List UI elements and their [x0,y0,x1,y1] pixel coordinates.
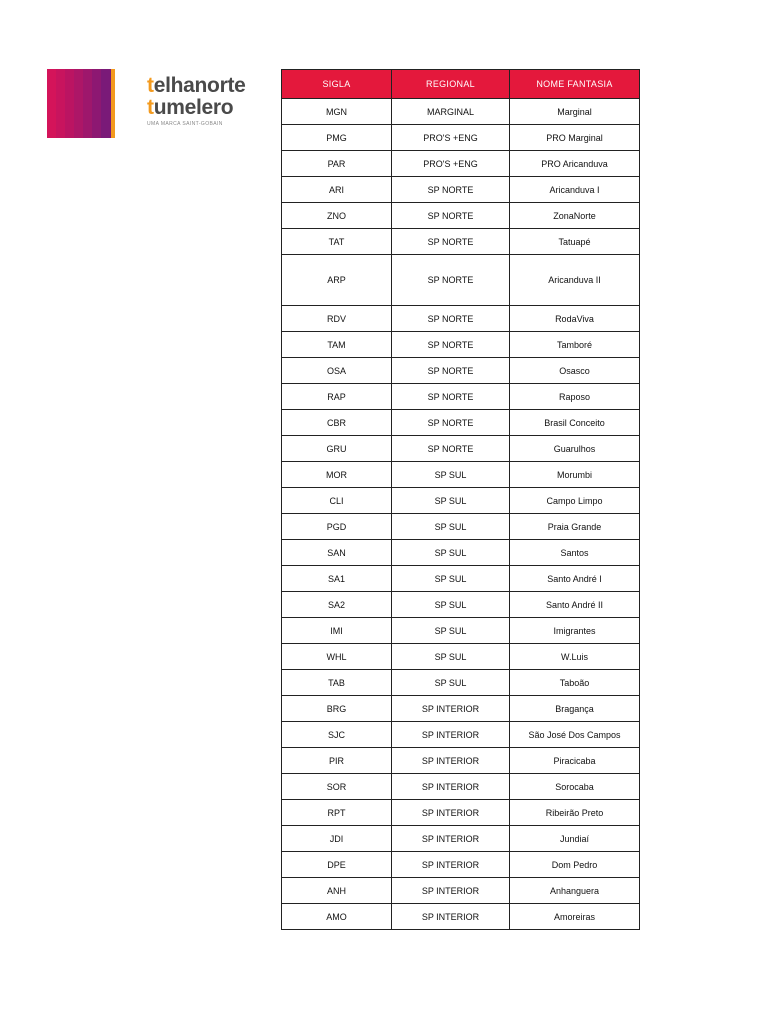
brand-logo [47,69,262,138]
table-row [282,436,640,462]
sigla-cell: PMG [282,125,392,151]
table-row [282,774,640,800]
header-sigla: SIGLA [282,70,392,99]
table-row [282,462,640,488]
regional-cell: SP SUL [392,644,510,670]
nome-fantasia-cell: Santo André II [510,592,640,618]
table-row [282,696,640,722]
nome-fantasia-cell: Sorocaba [510,774,640,800]
table-row [282,229,640,255]
nome-fantasia-cell: Praia Grande [510,514,640,540]
nome-fantasia-cell: W.Luis [510,644,640,670]
nome-fantasia-cell: Dom Pedro [510,852,640,878]
table-row [282,332,640,358]
table-row [282,800,640,826]
nome-fantasia-cell: Tamboré [510,332,640,358]
regional-cell: SP INTERIOR [392,696,510,722]
sigla-cell: CBR [282,410,392,436]
sigla-cell: ARP [282,255,392,306]
sigla-cell: DPE [282,852,392,878]
nome-fantasia-cell: Aricanduva II [510,255,640,306]
sigla-cell: RDV [282,306,392,332]
table-row [282,358,640,384]
sigla-cell: ARI [282,177,392,203]
header-regional: REGIONAL [392,70,510,99]
regional-cell: SP INTERIOR [392,878,510,904]
regional-cell: SP SUL [392,618,510,644]
nome-fantasia-cell: Campo Limpo [510,488,640,514]
logo-stripe [92,69,101,138]
regional-cell: SP SUL [392,670,510,696]
table-row [282,306,640,332]
regional-cell: SP NORTE [392,255,510,306]
table-row [282,592,640,618]
logo-tumelero: tumelero [147,96,234,119]
sigla-cell: GRU [282,436,392,462]
regional-cell: SP INTERIOR [392,748,510,774]
table-row [282,618,640,644]
table-row [282,514,640,540]
logo-stripe [56,69,65,138]
logo-telhanorte: telhanorte [147,74,246,97]
sigla-cell: WHL [282,644,392,670]
sigla-cell: SJC [282,722,392,748]
table-row [282,203,640,229]
sigla-cell: BRG [282,696,392,722]
sigla-cell: PIR [282,748,392,774]
regional-cell: SP INTERIOR [392,852,510,878]
nome-fantasia-cell: Piracicaba [510,748,640,774]
nome-fantasia-cell: Imigrantes [510,618,640,644]
nome-fantasia-cell: Bragança [510,696,640,722]
regional-cell: SP NORTE [392,332,510,358]
sigla-cell: JDI [282,826,392,852]
table-row [282,566,640,592]
regional-cell: SP NORTE [392,203,510,229]
table-row [282,255,640,306]
sigla-cell: TAB [282,670,392,696]
regional-cell: SP SUL [392,566,510,592]
header-nome-fantasia: NOME FANTASIA [510,70,640,99]
sigla-cell: MGN [282,99,392,125]
logo-stripes [47,69,125,138]
table-row [282,177,640,203]
logo-stripe [47,69,56,138]
nome-fantasia-cell: PRO Marginal [510,125,640,151]
regional-cell: SP INTERIOR [392,826,510,852]
regional-cell: SP SUL [392,488,510,514]
table-row [282,670,640,696]
logo-stripe [83,69,92,138]
regional-cell: MARGINAL [392,99,510,125]
nome-fantasia-cell: Morumbi [510,462,640,488]
regional-cell: SP INTERIOR [392,800,510,826]
nome-fantasia-cell: Anhanguera [510,878,640,904]
nome-fantasia-cell: Marginal [510,99,640,125]
regional-cell: SP SUL [392,540,510,566]
nome-fantasia-cell: São José Dos Campos [510,722,640,748]
sigla-cell: ZNO [282,203,392,229]
regional-cell: SP INTERIOR [392,722,510,748]
sigla-cell: RPT [282,800,392,826]
nome-fantasia-cell: Ribeirão Preto [510,800,640,826]
table-row [282,722,640,748]
logo-stripe [65,69,74,138]
nome-fantasia-cell: ZonaNorte [510,203,640,229]
regional-cell: SP NORTE [392,410,510,436]
table-header-row [282,70,640,99]
logo-wordmark [147,75,246,127]
nome-fantasia-cell: PRO Aricanduva [510,151,640,177]
nome-fantasia-cell: Taboão [510,670,640,696]
stores-table [281,69,640,930]
regional-cell: SP SUL [392,462,510,488]
table-row [282,644,640,670]
nome-fantasia-cell: RodaViva [510,306,640,332]
sigla-cell: RAP [282,384,392,410]
regional-cell: SP NORTE [392,436,510,462]
nome-fantasia-cell: Osasco [510,358,640,384]
sigla-cell: SA1 [282,566,392,592]
nome-fantasia-cell: Brasil Conceito [510,410,640,436]
regional-cell: SP NORTE [392,306,510,332]
sigla-cell: PAR [282,151,392,177]
sigla-cell: TAM [282,332,392,358]
regional-cell: PRO'S +ENG [392,125,510,151]
table-row [282,151,640,177]
sigla-cell: OSA [282,358,392,384]
table-row [282,748,640,774]
logo-stripe [101,69,111,138]
table-row [282,488,640,514]
nome-fantasia-cell: Santos [510,540,640,566]
nome-fantasia-cell: Aricanduva I [510,177,640,203]
regional-cell: SP INTERIOR [392,774,510,800]
nome-fantasia-cell: Amoreiras [510,904,640,930]
logo-tagline: UMA MARCA SAINT-GOBAIN [147,121,223,127]
table-row [282,878,640,904]
logo-stripe [74,69,83,138]
nome-fantasia-cell: Guarulhos [510,436,640,462]
regional-cell: SP NORTE [392,384,510,410]
table-row [282,99,640,125]
sigla-cell: IMI [282,618,392,644]
regional-cell: SP INTERIOR [392,904,510,930]
sigla-cell: AMO [282,904,392,930]
table-row [282,540,640,566]
table-row [282,852,640,878]
table-row [282,384,640,410]
regional-cell: PRO'S +ENG [392,151,510,177]
regional-cell: SP NORTE [392,229,510,255]
table-row [282,904,640,930]
regional-cell: SP NORTE [392,177,510,203]
sigla-cell: TAT [282,229,392,255]
regional-cell: SP SUL [392,514,510,540]
sigla-cell: PGD [282,514,392,540]
sigla-cell: SA2 [282,592,392,618]
sigla-cell: SAN [282,540,392,566]
logo-stripe [111,69,115,138]
regional-cell: SP SUL [392,592,510,618]
sigla-cell: MOR [282,462,392,488]
sigla-cell: ANH [282,878,392,904]
nome-fantasia-cell: Santo André I [510,566,640,592]
nome-fantasia-cell: Raposo [510,384,640,410]
nome-fantasia-cell: Jundiaí [510,826,640,852]
table-body [282,99,640,930]
sigla-cell: CLI [282,488,392,514]
nome-fantasia-cell: Tatuapé [510,229,640,255]
sigla-cell: SOR [282,774,392,800]
table-row [282,410,640,436]
table-row [282,826,640,852]
table-row [282,125,640,151]
regional-cell: SP NORTE [392,358,510,384]
